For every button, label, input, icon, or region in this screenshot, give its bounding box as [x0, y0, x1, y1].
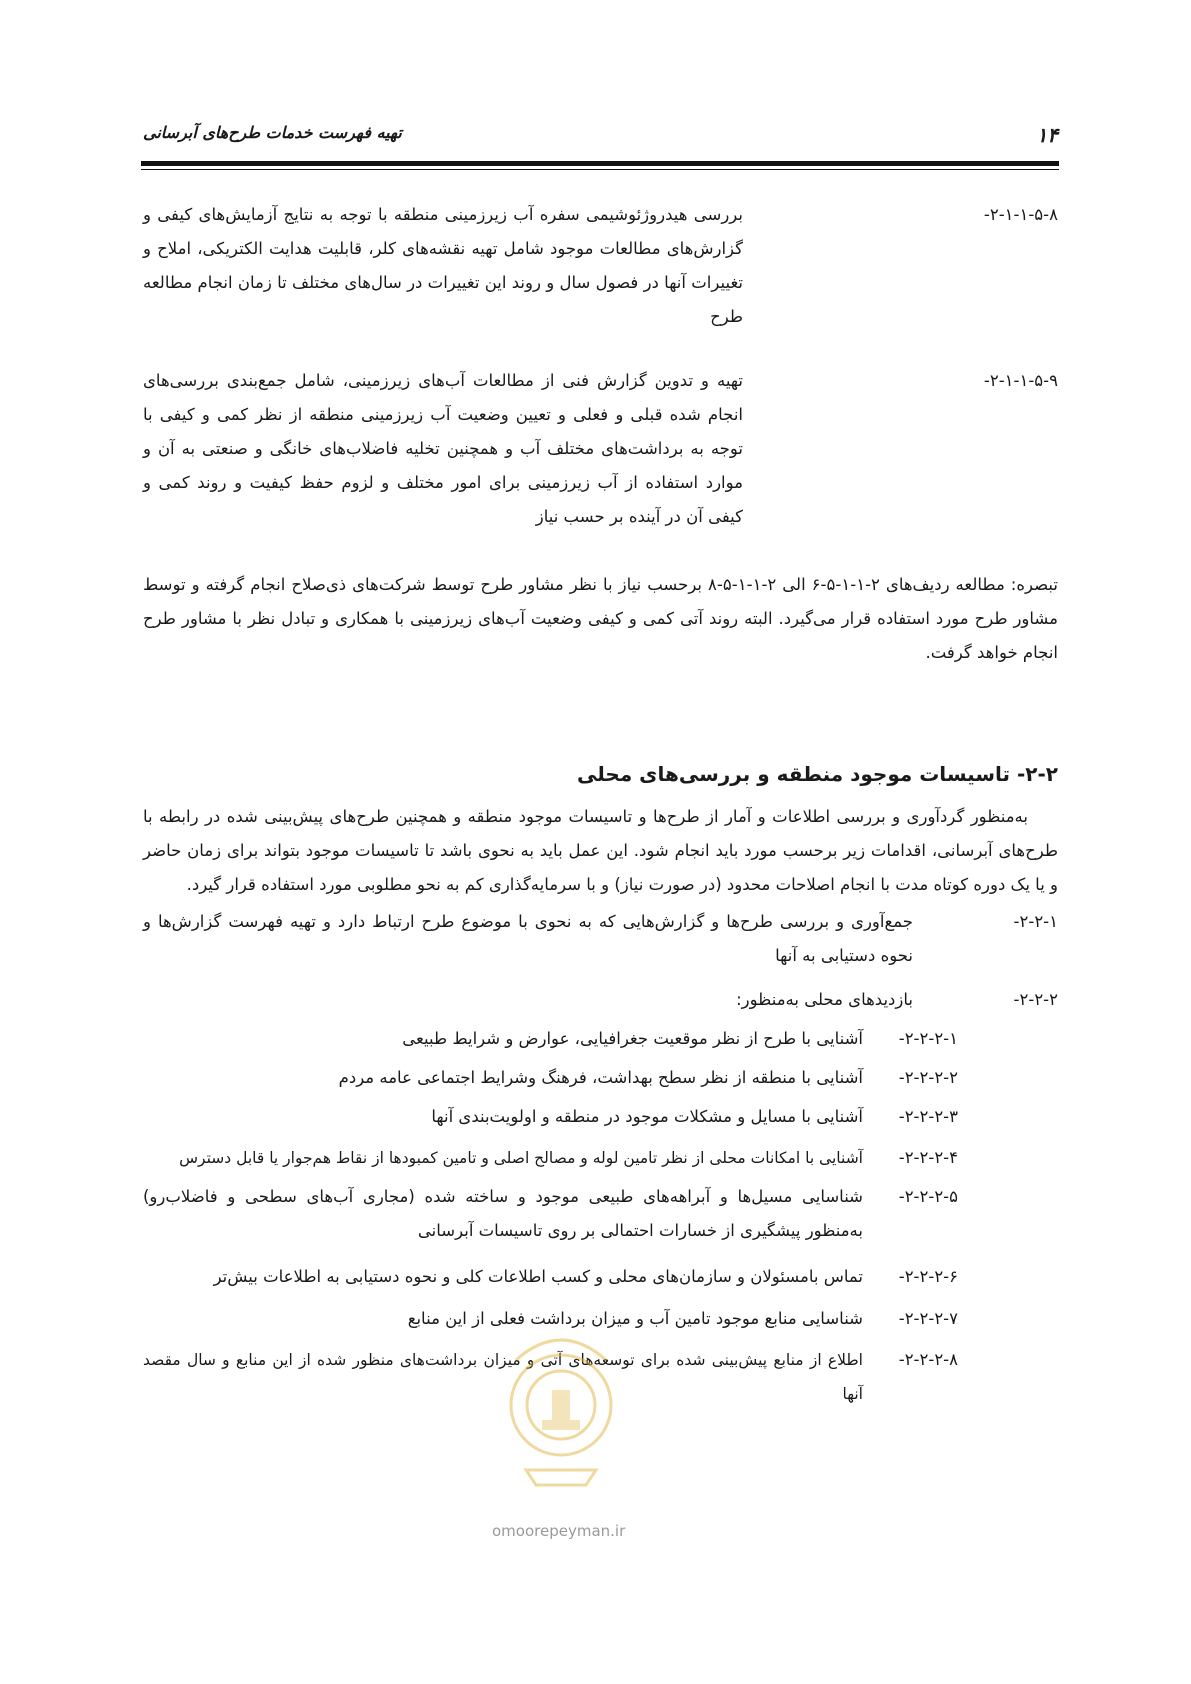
item-text: آشنایی با مسایل و مشکلات موجود در منطقه و اولویت‌بندی آنها	[431, 1107, 863, 1126]
item-number: ۲-۲-۲-۳-	[898, 1107, 958, 1126]
item-number: ۲-۱-۱-۵-۹-	[983, 371, 1058, 390]
item-number: ۲-۲-۲-۸-	[898, 1350, 958, 1369]
item-number: ۲-۱-۱-۵-۸-	[983, 205, 1058, 224]
page-number: ۱۴	[1036, 123, 1058, 147]
page-header	[143, 123, 1058, 147]
header-rule-thick	[141, 161, 1059, 166]
item-number: ۲-۲-۱-	[1013, 912, 1058, 931]
header-rule-thin	[141, 169, 1059, 170]
item-number: ۲-۲-۲-۵-	[898, 1187, 958, 1206]
item-text: اطلاع از منابع پیش‌بینی شده برای توسعه‌های آتی و میزان برداشت‌های منظور شده از این منابع و سال مقصد آنها	[143, 1351, 863, 1403]
item-number: ۲-۲-۲-۲-	[898, 1068, 958, 1087]
item-text: شناسایی مسیل‌ها و آبراهه‌های طبیعی موجود و ساخته شده (مجاری آب‌های سطحی و فاضلاب‌رو) به‌منظور پیشگیری از خسارات احتمالی بر روی تاسیسات آبرسانی	[143, 1187, 863, 1240]
note-label: تبصره:	[1010, 575, 1058, 594]
list-item-2-1-1-5-9	[143, 364, 1058, 574]
item-text: آشنایی با منطقه از نظر سطح بهداشت، فرهنگ وشرایط اجتماعی عامه مردم	[338, 1068, 863, 1087]
section-heading: ۲-۲- تاسیسات موجود منطقه و بررسی‌های محلی	[577, 762, 1058, 786]
item-text: بررسی هیدروژئوشیمی سفره آب زیرزمینی منطقه با توجه به نتایج آزمایش‌های کیفی و گزارش‌های مطالعات موجود شامل تهیه نقشه‌های کلر، قابلیت هدایت الکتریکی، املاح و تغییرات آنها در فصول سال و روند این تغییرات در سال‌های مختلف تا زمان انجام مطالعه طرح	[143, 205, 743, 326]
list-item-2-2-2-2	[143, 1061, 958, 1095]
item-number: ۲-۲-۲-۱-	[898, 1029, 958, 1048]
list-item-2-2-1	[143, 905, 1058, 975]
item-text: شناسایی منابع موجود تامین آب و میزان برداشت فعلی از این منابع	[407, 1309, 863, 1328]
item-number: ۲-۲-۲-۶-	[898, 1267, 958, 1286]
list-item-2-2-2-4	[143, 1141, 958, 1175]
list-item-2-2-2-3	[143, 1100, 958, 1134]
item-text: جمع‌آوری و بررسی طرح‌ها و گزارش‌هایی که به نحوی با موضوع طرح ارتباط دارد و تهیه فهرست گزارش‌ها و نحوه دستیابی به آنها	[143, 912, 913, 965]
item-text: بازدیدهای محلی به‌منظور:	[736, 990, 913, 1009]
list-item-2-2-2-5	[143, 1180, 958, 1250]
item-text: تهیه و تدوین گزارش فنی از مطالعات آب‌های زیرزمینی، شامل جمع‌بندی بررسی‌های انجام شده قبلی و فعلی و تعیین وضعیت آب زیرزمینی منطقه از نظر کمی و کیفی با توجه به برداشت‌های مختلف آب و همچنین تخلیه فاضلاب‌های خانگی و صنعتی به آن و موارد استفاده از آب زیرزمینی برای امور مختلف و لزوم حفظ کیفیت و روند کمی و کیفی آن در آینده بر حسب نیاز	[143, 371, 743, 526]
item-number: ۲-۲-۲-۴-	[898, 1148, 958, 1167]
item-number: ۲-۲-۲-۷-	[898, 1309, 958, 1328]
note-text: مطالعه ردیف‌های ۲-۱-۱-۵-۶ الی ۲-۱-۱-۵-۸ برحسب نیاز با نظر مشاور طرح توسط شرکت‌های ذی‌صلاح انجام گرفته و توسط مشاور طرح مورد استفاده قرار می‌گیرد. البته روند آتی کمی و کیفی وضعیت آب‌های زیرزمینی با همکاری و تبادل نظر با مشاور طرح انجام خواهد گرفت.	[143, 575, 1058, 662]
item-text: تماس بامسئولان و سازمان‌های محلی و کسب اطلاعات کلی و نحوه دستیابی به اطلاعات بیش‌تر	[213, 1267, 863, 1286]
watermark-logo	[486, 1320, 636, 1500]
section-intro-paragraph: به‌منظور گردآوری و بررسی اطلاعات و آمار از طرح‌ها و تاسیسات موجود منطقه و همچنین طرح‌های پیش‌بینی شده در رابطه با طرح‌های آبرسانی، اقدامات زیر برحسب مورد باید انجام شود. این عمل باید به نحوی باشد تا تاسیسات موجود بتواند برای زمان حاضر و یا یک دوره کوتاه مدت با انجام اصلاحات محدود (در صورت نیاز) و با سرمایه‌گذاری کم به نحو مطلوبی مورد استفاده قرار گیرد.	[143, 807, 1058, 894]
list-item-2-2-2-6	[143, 1260, 958, 1294]
running-title: تهیه فهرست خدمات طرح‌های آبرسانی	[143, 123, 402, 142]
note-block	[143, 568, 1058, 678]
watermark-text: omoorepeyman.ir	[492, 1522, 626, 1540]
item-text: آشنایی با طرح از نظر موقعیت جغرافیایی، عوارض و شرایط طبیعی	[402, 1029, 863, 1048]
list-item-2-2-2-1	[143, 1022, 958, 1056]
list-item-2-1-1-5-8	[143, 198, 1058, 338]
item-number: ۲-۲-۲-	[1013, 990, 1058, 1009]
item-text: آشنایی با امکانات محلی از نظر تامین لوله و مصالح اصلی و تامین کمبودها از نقاط هم‌جوار یا قابل دسترس	[179, 1149, 863, 1167]
list-item-2-2-2	[143, 983, 1058, 1017]
